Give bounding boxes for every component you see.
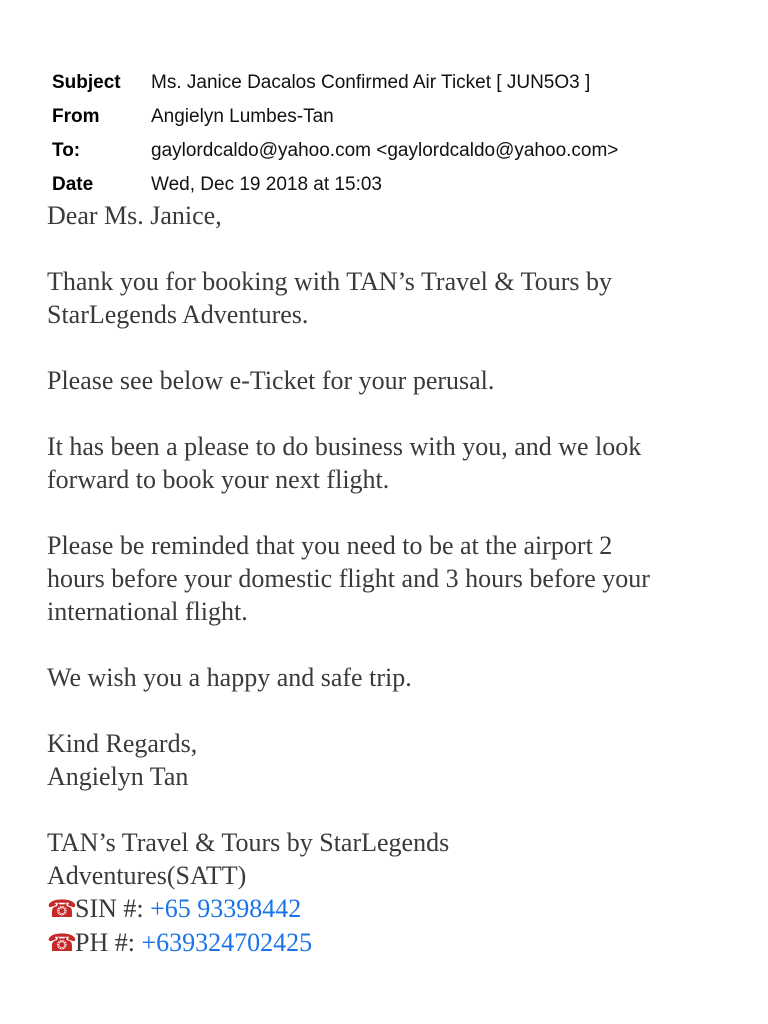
company-name-line-1: TAN’s Travel & Tours by StarLegends xyxy=(47,828,450,857)
to-label: To: xyxy=(52,140,81,161)
subject-value: Ms. Janice Dacalos Confirmed Air Ticket [ JUN5O3 ] xyxy=(151,72,591,93)
reminder-line-1: Please be reminded that you need to be at the airport 2 xyxy=(47,531,613,560)
company-name-line-2: Adventures(SATT) xyxy=(47,861,247,890)
thank-you-line-1: Thank you for booking with TAN’s Travel & Tours by xyxy=(47,267,612,296)
email-body xyxy=(47,199,747,960)
reminder-line-2: hours before your domestic flight and 3 hours before your xyxy=(47,564,650,593)
phone-link-sin[interactable]: +65 93398442 xyxy=(150,894,302,923)
telephone-icon: ☎ xyxy=(47,895,77,923)
header-row-date xyxy=(52,168,618,202)
to-value: gaylordcaldo@yahoo.com <gaylordcaldo@yahoo.com> xyxy=(151,140,619,161)
phone-label-sin: SIN #: xyxy=(75,894,151,923)
business-line-1: It has been a please to do business with you, and we look xyxy=(47,432,642,461)
header-row-from xyxy=(52,100,618,134)
eticket-note: Please see below e-Ticket for your perusal. xyxy=(47,366,495,395)
phone-line-ph xyxy=(47,926,747,960)
date-value: Wed, Dec 19 2018 at 15:03 xyxy=(151,174,382,195)
greeting: Dear Ms. Janice, xyxy=(47,201,222,230)
header-row-to xyxy=(52,134,618,168)
date-label: Date xyxy=(52,174,94,195)
thank-you-line-2: StarLegends Adventures. xyxy=(47,300,309,329)
signer-name: Angielyn Tan xyxy=(47,762,189,791)
email-header xyxy=(52,66,618,202)
reminder-line-3: international flight. xyxy=(47,597,248,626)
header-row-subject xyxy=(52,66,618,100)
subject-label: Subject xyxy=(52,72,121,93)
from-value: Angielyn Lumbes-Tan xyxy=(151,106,334,127)
phone-line-sin xyxy=(47,892,747,926)
business-line-2: forward to book your next flight. xyxy=(47,465,390,494)
phone-label-ph: PH #: xyxy=(75,928,142,957)
phone-link-ph[interactable]: +639324702425 xyxy=(141,928,313,957)
closing: Kind Regards, xyxy=(47,729,198,758)
well-wishes: We wish you a happy and safe trip. xyxy=(47,663,412,692)
from-label: From xyxy=(52,106,100,127)
telephone-icon: ☎ xyxy=(47,929,77,957)
